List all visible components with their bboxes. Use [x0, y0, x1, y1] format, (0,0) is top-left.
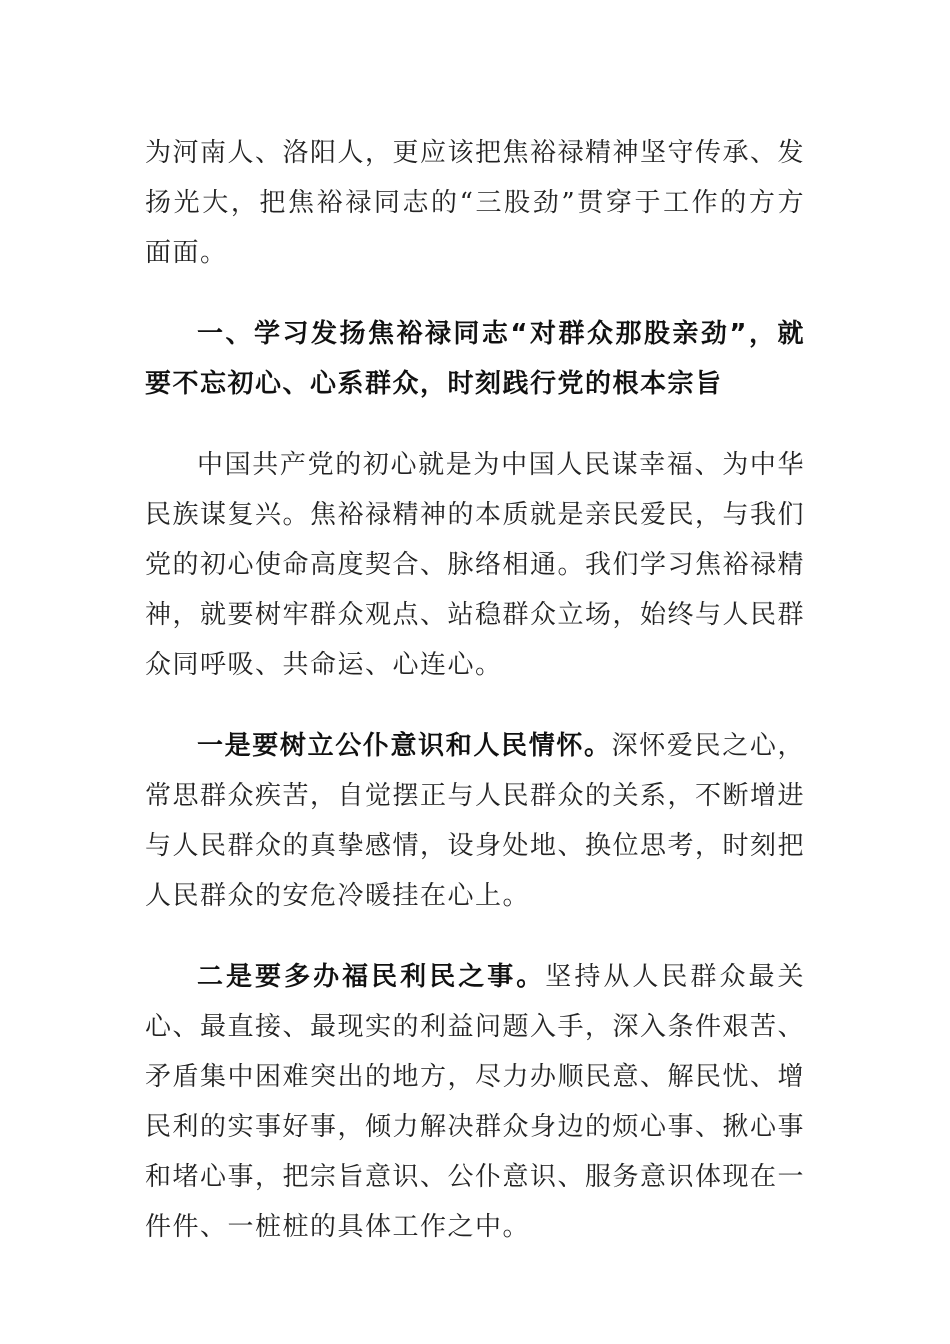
paragraph-point-one	[145, 721, 805, 921]
paragraph-lead: 一是要树立公仆意识和人民情怀。	[197, 731, 612, 761]
paragraph-text: 中国共产党的初心就是为中国人民谋幸福、为中华民族谋复兴。焦裕禄精神的本质就是亲民爱民，与我们党的初心使命高度契合、脉络相通。我们学习焦裕禄精神，就要树牢群众观点、站稳群众立场，始终与人民群众同呼吸、共命运、心连心。	[145, 450, 806, 680]
document-body	[145, 128, 805, 1252]
paragraph-lead: 二是要多办福民利民之事。	[197, 962, 546, 992]
paragraph-text: 坚持从人民群众最关心、最直接、最现实的利益问题入手，深入条件艰苦、矛盾集中困难突出的地方，尽力办顺民意、解民忧、增民利的实事好事，倾力解决群众身边的烦心事、揪心事和堵心事，把宗旨意识、公仆意识、服务意识体现在一件件、一桩桩的具体工作之中。	[145, 962, 806, 1242]
section-heading: 一、学习发扬焦裕禄同志“对群众那股亲劲”，就要不忘初心、心系群众，时刻践行党的根本宗旨	[145, 319, 805, 399]
paragraph-continuation	[145, 128, 805, 278]
paragraph-body	[145, 440, 805, 690]
paragraph-text: 为河南人、洛阳人，更应该把焦裕禄精神坚守传承、发扬光大，把焦裕禄同志的“三股劲”贯穿于工作的方方面面。	[145, 138, 806, 268]
paragraph-point-two	[145, 952, 805, 1252]
paragraph-text: 深怀爱民之心，常思群众疾苦，自觉摆正与人民群众的关系，不断增进与人民群众的真挚感情，设身处地、换位思考，时刻把人民群众的安危冷暖挂在心上。	[145, 731, 806, 911]
